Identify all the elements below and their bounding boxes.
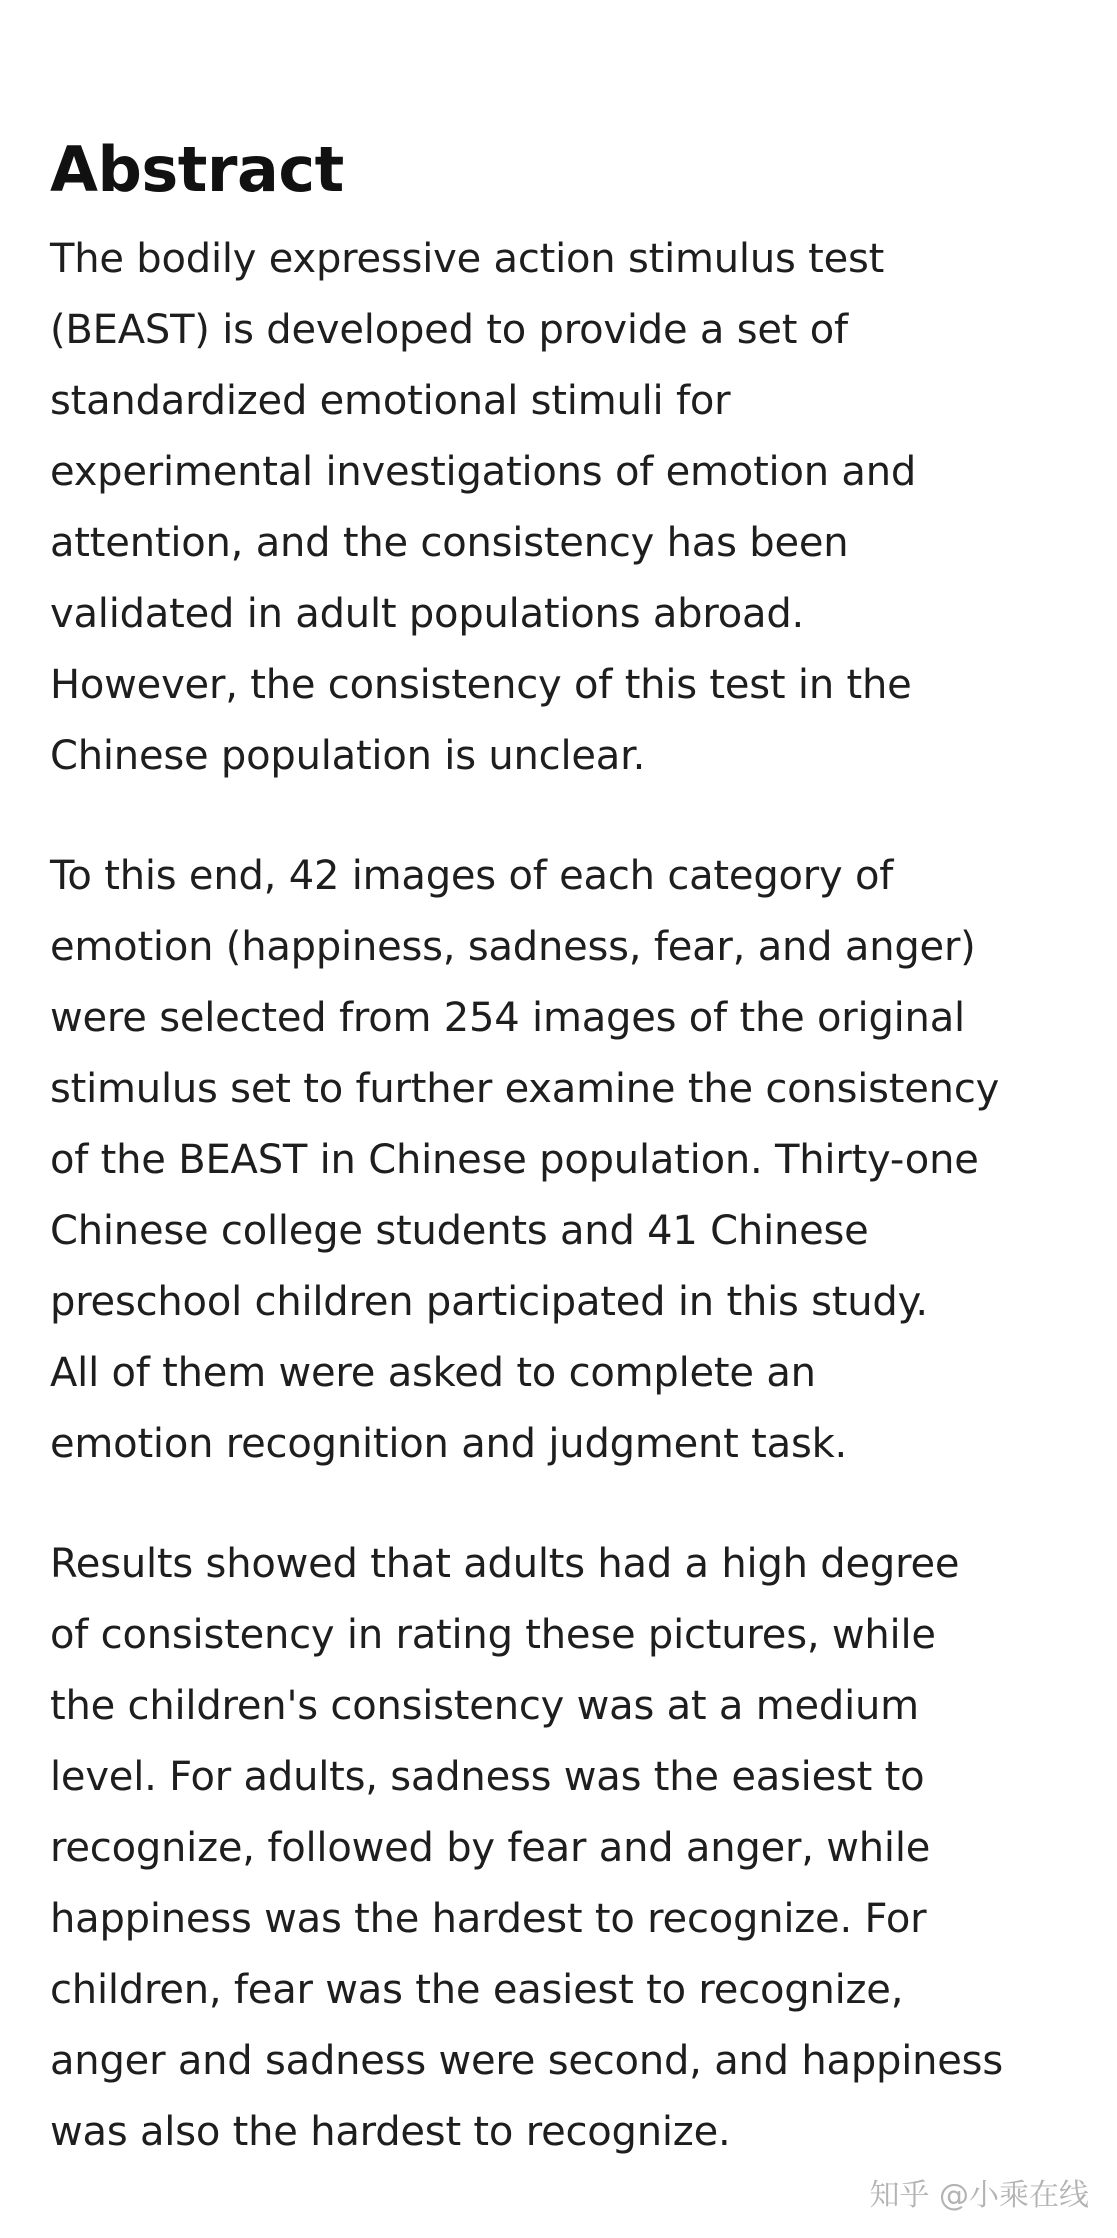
text-line: However, the consistency of this test in the bbox=[50, 662, 912, 708]
text-line: To this end, 42 images of each category of bbox=[50, 853, 894, 899]
text-line: the children's consistency was at a medium bbox=[50, 1683, 919, 1729]
text-line: anger and sadness were second, and happiness bbox=[50, 2038, 1003, 2084]
text-line: emotion (happiness, sadness, fear, and anger) bbox=[50, 924, 976, 970]
text-line: level. For adults, sadness was the easiest to bbox=[50, 1754, 925, 1800]
text-line: The bodily expressive action stimulus test bbox=[50, 236, 885, 282]
text-line: Chinese college students and 41 Chinese bbox=[50, 1208, 869, 1254]
text-line: stimulus set to further examine the consistency bbox=[50, 1066, 1000, 1112]
text-line: Chinese population is unclear. bbox=[50, 733, 646, 779]
text-line: attention, and the consistency has been bbox=[50, 520, 849, 566]
text-line: All of them were asked to complete an bbox=[50, 1350, 816, 1396]
text-line: preschool children participated in this study. bbox=[50, 1279, 928, 1325]
abstract-paragraph-3 bbox=[50, 1529, 1090, 2168]
text-line: validated in adult populations abroad. bbox=[50, 591, 805, 637]
text-line: children, fear was the easiest to recognize, bbox=[50, 1967, 904, 2013]
text-line: Results showed that adults had a high degree bbox=[50, 1541, 960, 1587]
abstract-section bbox=[50, 130, 1090, 2217]
text-line: of consistency in rating these pictures, while bbox=[50, 1612, 936, 1658]
abstract-paragraph-1 bbox=[50, 224, 1090, 792]
abstract-paragraph-2 bbox=[50, 841, 1090, 1480]
text-line: was also the hardest to recognize. bbox=[50, 2109, 731, 2155]
text-line: emotion recognition and judgment task. bbox=[50, 1421, 848, 1467]
text-line: were selected from 254 images of the original bbox=[50, 995, 965, 1041]
text-line: recognize, followed by fear and anger, while bbox=[50, 1825, 931, 1871]
text-line: standardized emotional stimuli for bbox=[50, 378, 731, 424]
text-line: experimental investigations of emotion and bbox=[50, 449, 917, 495]
text-line: of the BEAST in Chinese population. Thirty-one bbox=[50, 1137, 979, 1183]
text-line: happiness was the hardest to recognize. For bbox=[50, 1896, 927, 1942]
zhihu-watermark: 知乎 @小乘在线 bbox=[869, 2178, 1089, 2213]
text-line: (BEAST) is developed to provide a set of bbox=[50, 307, 848, 353]
abstract-heading: Abstract bbox=[50, 133, 344, 206]
